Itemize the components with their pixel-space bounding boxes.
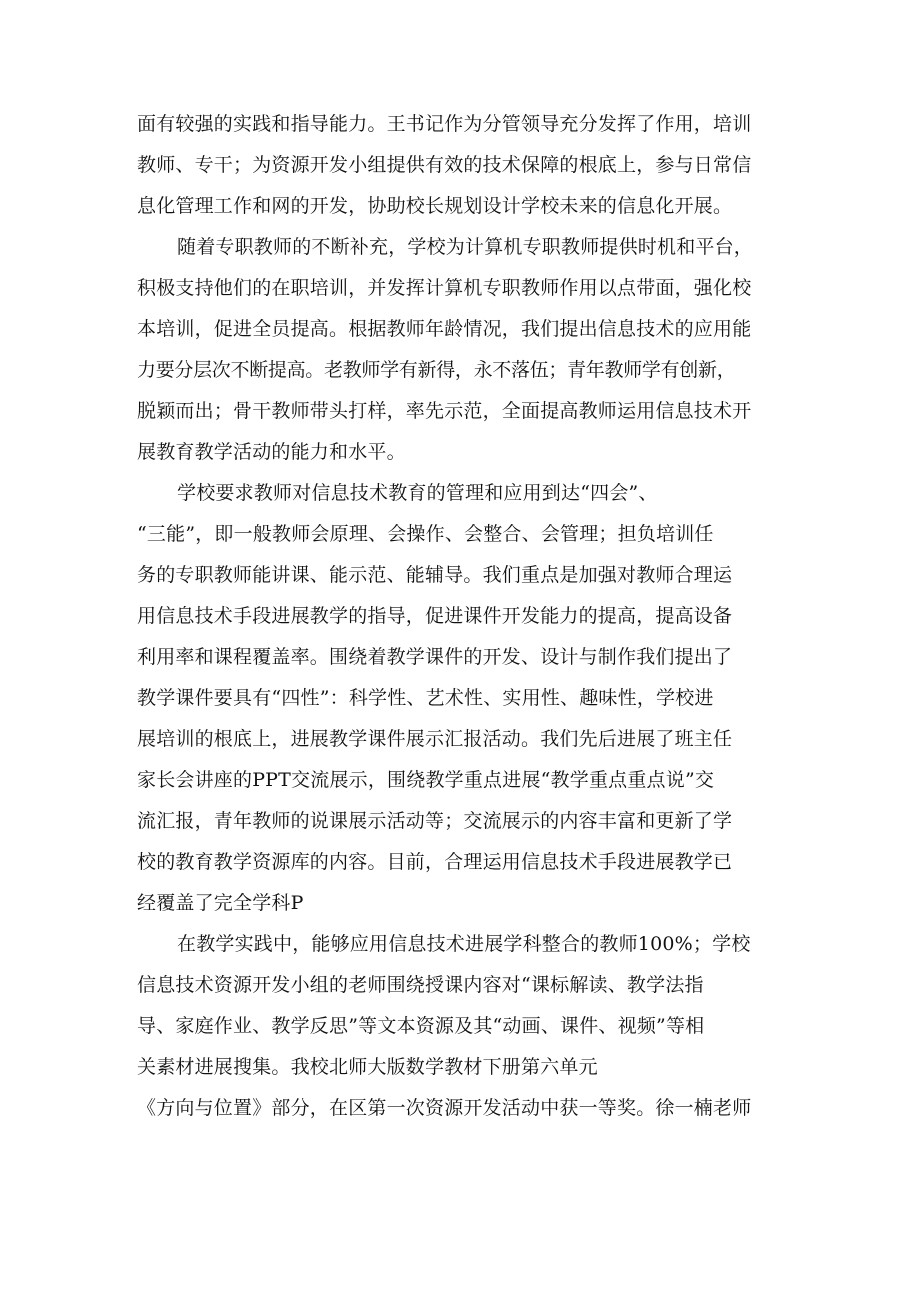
text-line: 力要分层次不断提高。老教师学有新得，永不落伍；青年教师学有创新， xyxy=(137,359,736,381)
text-line: “三能”，即一般教师会原理、会操作、会整合、会管理；担负培训任 xyxy=(137,523,714,545)
text-line: 信息技术资源开发小组的老师围绕授课内容对“课标解读、教学法指 xyxy=(137,974,704,996)
text-line: 教学课件要具有“四性”：科学性、艺术性、实用性、趣味性，学校进 xyxy=(137,687,714,709)
text-line: 脱颖而出；骨干教师带头打样，率先示范，全面提高教师运用信息技术开 xyxy=(137,400,752,422)
text-line: 展教育教学活动的能力和水平。 xyxy=(137,441,406,463)
paragraph-first-line: 学校要求教师对信息技术教育的管理和应用到达“四会”、 xyxy=(177,482,658,504)
text-line: 利用率和课程覆盖率。围绕着教学课件的开发、设计与制作我们提出了 xyxy=(137,646,733,668)
text-line: 关素材进展搜集。我校北师大版数学教材下册第六单元 xyxy=(137,1056,598,1078)
text-line: 面有较强的实践和指导能力。王书记作为分管领导充分发挥了作用，培训 xyxy=(137,113,752,135)
text-line: 息化管理工作和网的开发，协助校长规划设计学校未来的信息化开展。 xyxy=(137,195,733,217)
text-line: 家长会讲座的PPT交流展示，围绕教学重点进展“教学重点重点说”交 xyxy=(137,769,715,791)
text-line: 经覆盖了完全学科P xyxy=(137,892,304,914)
text-line: 《方向与位置》部分，在区第一次资源开发活动中获一等奖。徐一楠老师 xyxy=(137,1097,752,1119)
text-line: 积极支持他们的在职培训，并发挥计算机专职教师作用以点带面，强化校 xyxy=(137,277,752,299)
text-line: 导、家庭作业、教学反思”等文本资源及其“动画、课件、视频”等相 xyxy=(137,1015,705,1037)
text-line: 展培训的根底上，进展教学课件展示汇报活动。我们先后进展了班主任 xyxy=(137,728,733,750)
text-line: 用信息技术手段进展教学的指导，促进课件开发能力的提高，提高设备 xyxy=(137,605,733,627)
text-line: 流汇报，青年教师的说课展示活动等；交流展示的内容丰富和更新了学 xyxy=(137,810,733,832)
text-line: 本培训，促进全员提高。根据教师年龄情况，我们提出信息技术的应用能 xyxy=(137,318,752,340)
paragraph-first-line: 在教学实践中，能够应用信息技术进展学科整合的教师100%；学校 xyxy=(177,933,751,955)
text-line: 教师、专干；为资源开发小组提供有效的技术保障的根底上，参与日常信 xyxy=(137,154,752,176)
paragraph-first-line: 随着专职教师的不断补充，学校为计算机专职教师提供时机和平台， xyxy=(177,236,754,258)
text-line: 务的专职教师能讲课、能示范、能辅导。我们重点是加强对教师合理运 xyxy=(137,564,733,586)
text-line: 校的教育教学资源库的内容。目前，合理运用信息技术手段进展教学已 xyxy=(137,851,733,873)
